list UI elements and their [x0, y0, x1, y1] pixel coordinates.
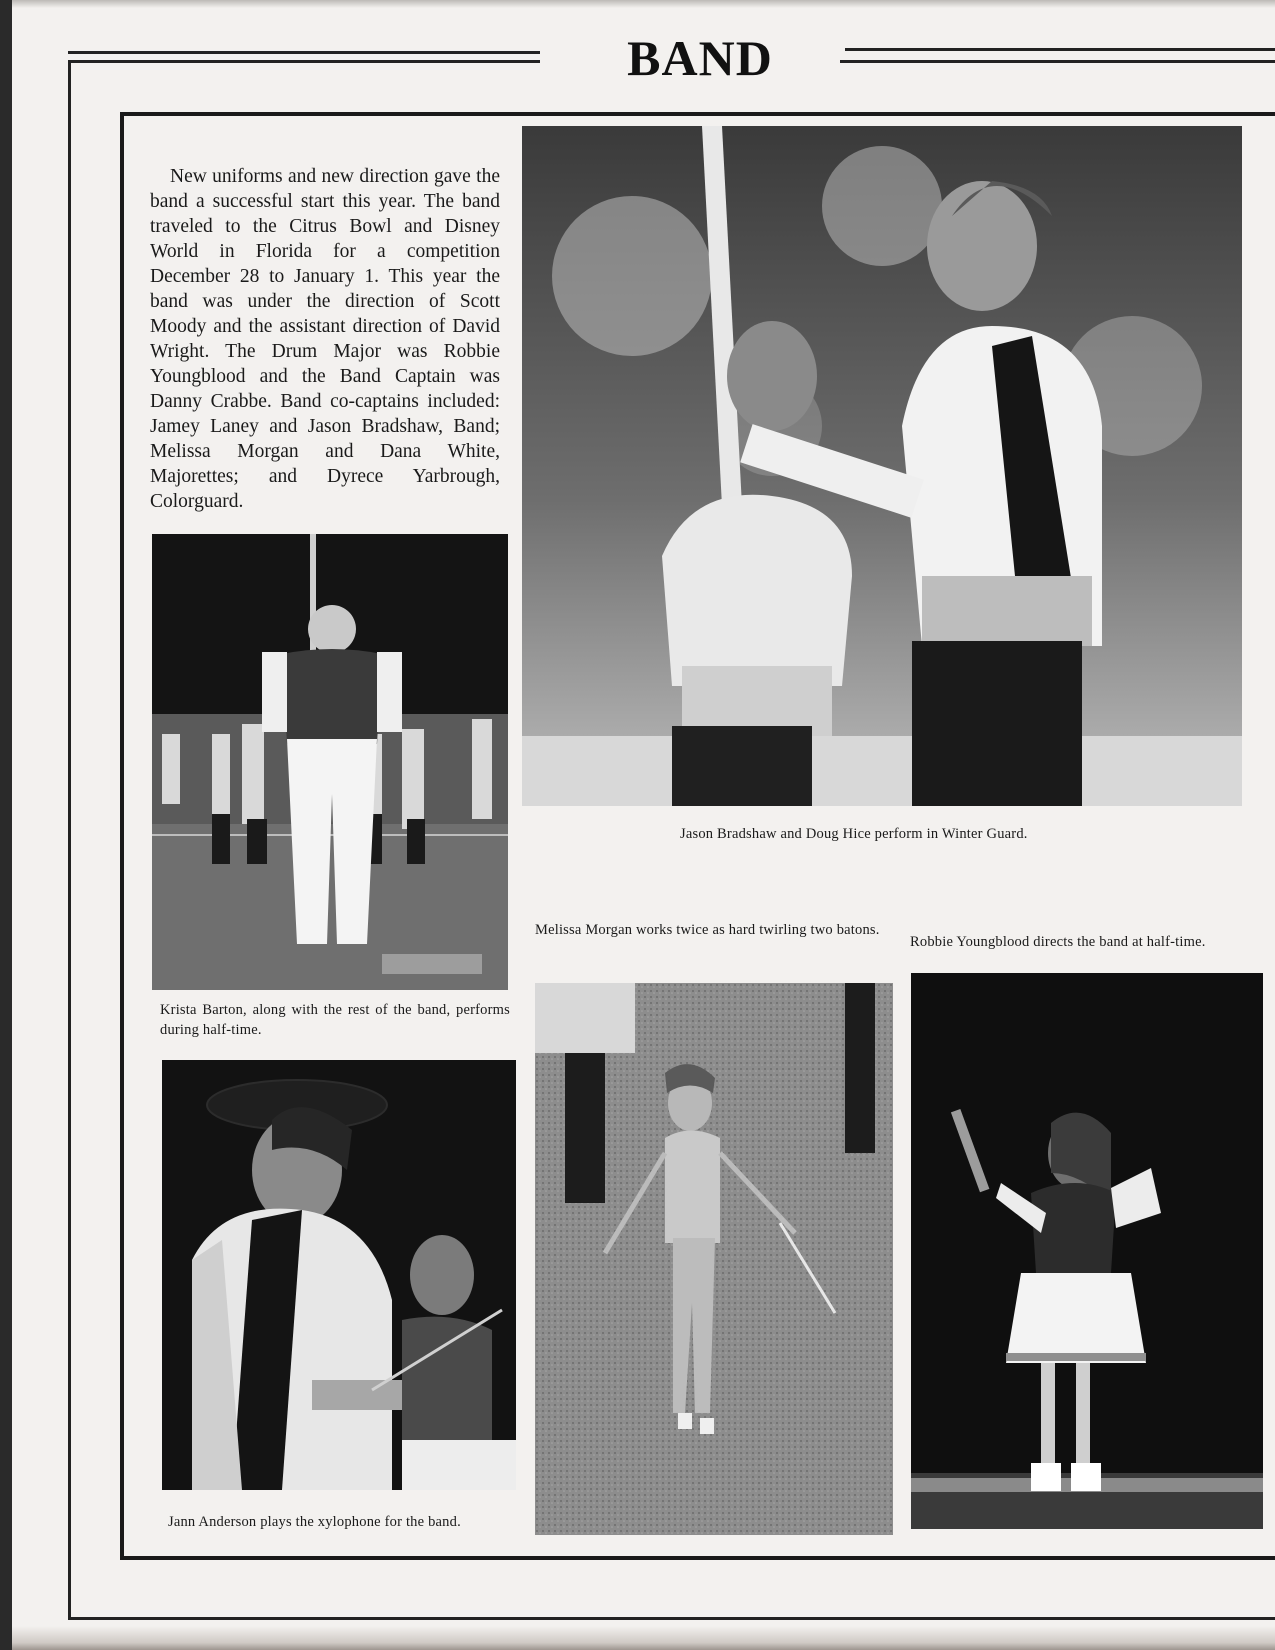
photo-robbie-directs [911, 973, 1263, 1529]
winter-guard-image [522, 126, 1242, 806]
caption-jann: Jann Anderson plays the xylophone for the band. [168, 1514, 461, 1530]
title-rule-right [845, 48, 1275, 51]
caption-winter-guard: Jason Bradshaw and Doug Hice perform in Winter Guard. [680, 826, 1028, 842]
krista-image [152, 534, 508, 990]
caption-krista: Krista Barton, along with the rest of the band, performs during half-time. [160, 1002, 510, 1038]
caption-robbie: Robbie Youngblood directs the band at half-time. [910, 934, 1206, 950]
photo-jann-xylophone [162, 1060, 516, 1490]
intro-paragraph: New uniforms and new direction gave the band a successful start this year. The band traveled to the Citrus Bowl and Disney World in Florida for a competition December 28 to January 1. This year the band was under the direction of Scott Moody and the assistant direction of David Wright. The Drum Major was Robbie Youngblood and the Band Captain was Danny Crabbe. Band co-captains included: Jamey Laney and Jason Bradshaw, Band; Melissa Morgan and Dana White, Majorettes; and Dyrece Yarbrough, Colorguard. [150, 166, 500, 512]
melissa-image [535, 983, 893, 1535]
robbie-image [911, 973, 1263, 1529]
page-top-edge [12, 0, 1275, 8]
caption-melissa: Melissa Morgan works twice as hard twirling two batons. [535, 922, 880, 938]
page-title: BAND [627, 30, 773, 86]
title-rule-left [68, 51, 548, 54]
jann-image [162, 1060, 516, 1490]
photo-krista-halftime [152, 534, 508, 990]
book-spine [0, 0, 12, 1650]
photo-melissa-batons [535, 983, 893, 1535]
photo-winter-guard [522, 126, 1242, 806]
page-bottom-edge [12, 1626, 1275, 1650]
